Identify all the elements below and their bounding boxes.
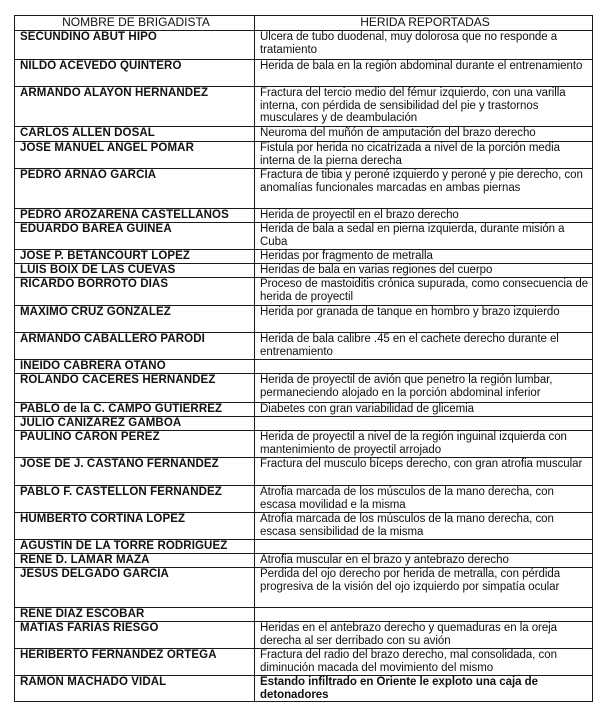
reported-wound: Atrofia marcada de los músculos de la mano derecha, con escasa sensibilidad de la misma [255,513,593,540]
brigadista-name: JOSE MANUEL ANGEL POMAR [15,142,255,169]
reported-wound: Atrofia marcada de los músculos de la mano derecha, con escasa movilidad e la misma [255,486,593,513]
reported-wound: Heridas de bala en varias regiones del cuerpo [255,264,593,278]
table-row [15,264,593,278]
brigadista-name: HUMBERTO CORTINA LOPEZ [15,513,255,540]
reported-wound: Perdida del ojo derecho por herida de metralla, con pérdida progresiva de la visión del ojo izquierdo por simpatía ocular [255,568,593,608]
reported-wound: Atrofia muscular en el brazo y antebrazo derecho [255,554,593,568]
brigadista-name: MAXIMO CRUZ GONZALEZ [15,306,255,333]
brigadista-name: RENE DIAZ ESCOBAR [15,608,255,622]
table-row [15,403,593,417]
table-row [15,622,593,649]
reported-wound: Herida de bala calibre .45 en el cachete derecho durante el entrenamiento [255,333,593,360]
brigadista-name: PABLO F. CASTELLON FERNANDEZ [15,486,255,513]
brigadista-name: ROLANDO CACERES HERNANDEZ [15,374,255,403]
table-row [15,250,593,264]
brigadista-name: AGUSTIN DE LA TORRE RODRIGUEZ [15,540,255,554]
brigadista-name: JOSE DE J. CASTANO FERNANDEZ [15,458,255,486]
brigadista-name: NILDO ACEVEDO QUINTERO [15,60,255,87]
table-row [15,278,593,306]
table-row [15,486,593,513]
brigadista-name: JOSE P. BETANCOURT LOPEZ [15,250,255,264]
table-row [15,31,593,60]
brigadista-name: SECUNDINO ABUT HIPO [15,31,255,60]
reported-wound: Herida de proyectil de avión que penetro la región lumbar, permaneciendo alojado en la porción abdominal inferior [255,374,593,403]
brigadista-name: EDUARDO BAREA GUINEA [15,223,255,250]
brigadista-name: MATIAS FARIAS RIESGO [15,622,255,649]
reported-wound: Proceso de mastoiditis crónica supurada, como consecuencia de herida de proyectil [255,278,593,306]
brigadista-name: PAULINO CARON PEREZ [15,431,255,458]
table-header-row [15,16,593,31]
brigadista-name: JULIO CANIZAREZ GAMBOA [15,417,255,431]
table-row [15,676,593,702]
table-row [15,431,593,458]
brigadista-name: JESUS DELGADO GARCIA [15,568,255,608]
reported-wound: Herida de bala en la región abdominal durante el entrenamiento [255,60,593,87]
table-row [15,540,593,554]
table-row [15,458,593,486]
brigadista-name: RICARDO BORROTO DIAS [15,278,255,306]
brigadista-name: RENE D. LAMAR MAZA [15,554,255,568]
table-row [15,568,593,608]
table-row [15,649,593,676]
brigadista-name: ARMANDO ALAYON HERNANDEZ [15,87,255,127]
reported-wound [255,540,593,554]
table-row [15,142,593,169]
reported-wound [255,360,593,374]
brigadista-name: CARLOS ALLEN DOSAL [15,127,255,142]
reported-wound: Diabetes con gran variabilidad de glicemia [255,403,593,417]
table-row [15,127,593,142]
header-wound: HERIDA REPORTADAS [255,16,593,31]
brigadistas-table [14,15,593,702]
brigadista-name: HERIBERTO FERNANDEZ ORTEGA [15,649,255,676]
table-row [15,223,593,250]
brigadista-name: PEDRO ARNAO GARCIA [15,169,255,209]
reported-wound: Ulcera de tubo duodenal, muy dolorosa que no responde a tratamiento [255,31,593,60]
reported-wound: Fistula por herida no cicatrizada a nivel de la porción media interna de la pierna derecha [255,142,593,169]
reported-wound: Fractura del radio del brazo derecho, mal consolidada, con diminución macada del movimiento del mismo [255,649,593,676]
reported-wound: Herida por granada de tanque en hombro y brazo izquierdo [255,306,593,333]
brigadista-name: ARMANDO CABALLERO PARODI [15,333,255,360]
reported-wound: Fractura del musculo bíceps derecho, con gran atrofia muscular [255,458,593,486]
table-row [15,306,593,333]
table-row [15,87,593,127]
reported-wound: Herida de bala a sedal en pierna izquierda, durante misión a Cuba [255,223,593,250]
header-name: NOMBRE DE BRIGADISTA [15,16,255,31]
reported-wound: Herida de proyectil a nivel de la región inguinal izquierda con mantenimiento de proyectil arrojado [255,431,593,458]
table-row [15,169,593,209]
reported-wound: Heridas por fragmento de metralla [255,250,593,264]
table-row [15,417,593,431]
brigadista-name: LUIS BOIX DE LAS CUEVAS [15,264,255,278]
reported-wound: Fractura de tibia y peroné izquierdo y peroné y pie derecho, con anomalías funcionales marcadas en ambas piernas [255,169,593,209]
table-row [15,513,593,540]
table-row [15,554,593,568]
brigadista-name: RAMON MACHADO VIDAL [15,676,255,702]
brigadista-name: INEIDO CABRERA OTANO [15,360,255,374]
table-row [15,209,593,223]
reported-wound [255,417,593,431]
table-row [15,374,593,403]
brigadista-name: PEDRO AROZARENA CASTELLANOS [15,209,255,223]
table-row [15,333,593,360]
reported-wound: Heridas en el antebrazo derecho y quemaduras en la oreja derecha al ser derribado con su avión [255,622,593,649]
reported-wound: Fractura del tercio medio del fémur izquierdo, con una varilla interna, con pérdida de sensibilidad del pie y trastornos musculares y de deambulación [255,87,593,127]
table-row [15,360,593,374]
reported-wound: Estando infiltrado en Oriente le exploto una caja de detonadores [255,676,593,702]
table-row [15,608,593,622]
reported-wound [255,608,593,622]
reported-wound: Herida de proyectil en el brazo derecho [255,209,593,223]
brigadista-name: PABLO de la C. CAMPO GUTIERREZ [15,403,255,417]
table-row [15,60,593,87]
reported-wound: Neuroma del muñón de amputación del brazo derecho [255,127,593,142]
